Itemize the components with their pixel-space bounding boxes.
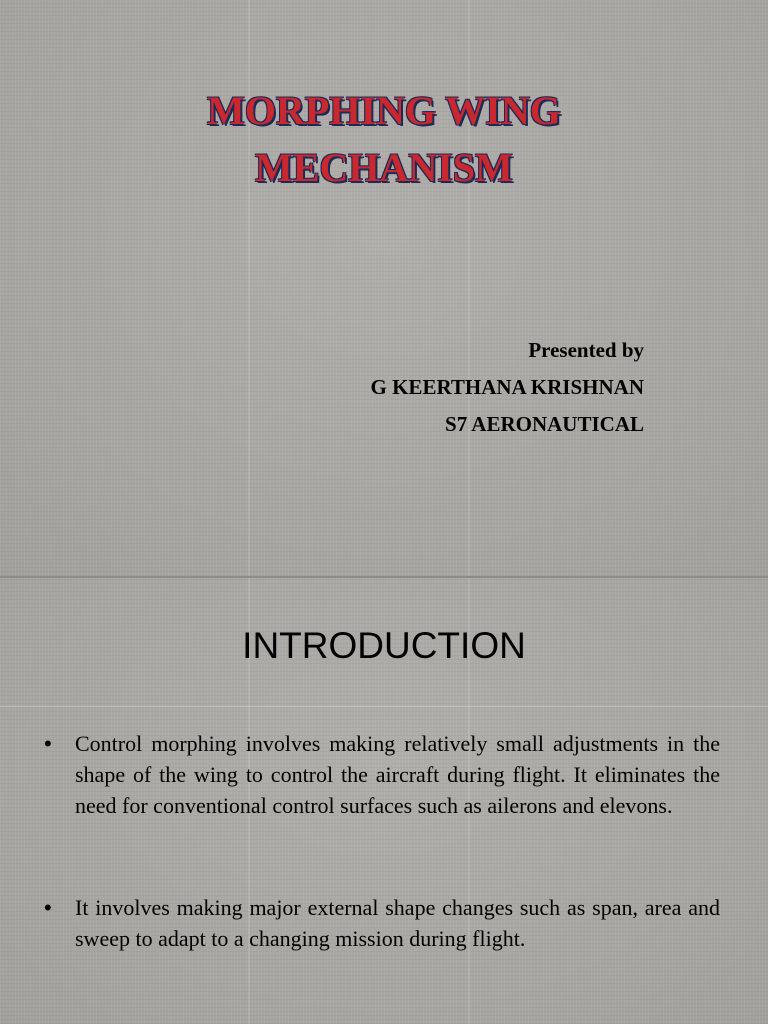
bullet-text: Control morphing involves making relatively small adjustments in the shape of the wing to control the aircraft during flight. It eliminates the need for conventional control surfaces such as ailerons and elevons. (75, 731, 720, 818)
bullet-item (0, 892, 768, 954)
title-line-1: MORPHING WING (207, 88, 561, 133)
bullet-list (0, 728, 768, 954)
presenter-name: G KEERTHANA KRISHNAN (370, 375, 644, 399)
presentation-title (0, 82, 768, 196)
bullet-icon: • (44, 731, 52, 756)
introduction-slide (0, 578, 768, 1024)
bullet-text: It involves making major external shape changes such as span, area and sweep to adapt to a changing mission during flight. (75, 895, 720, 951)
title-line-2: MECHANISM (255, 145, 513, 190)
presenter-block (371, 332, 644, 443)
bullet-item (0, 728, 768, 821)
presenter-class: S7 AERONAUTICAL (445, 412, 644, 436)
bullet-icon: • (44, 895, 52, 920)
presenter-label: Presented by (528, 338, 644, 362)
title-divider (0, 706, 768, 707)
slide-title: INTRODUCTION (242, 625, 526, 666)
